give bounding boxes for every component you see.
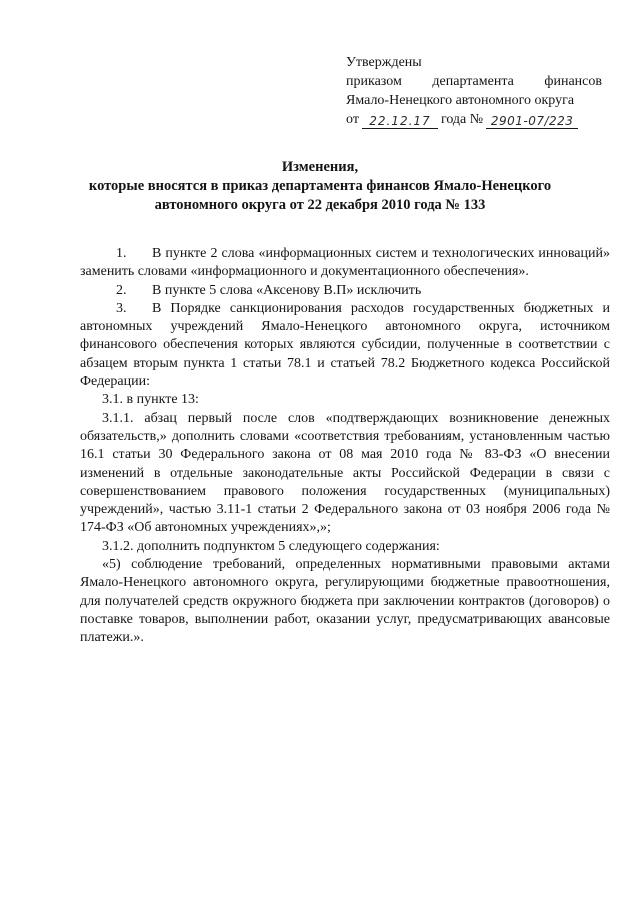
item-text: В пункте 2 слова «информационных систем и технологических инноваций» заменить словами «информационного и документационного обеспечения». [80,246,610,280]
document-title [40,158,600,215]
item-text: В Порядке санкционирования расходов государственных бюджетных и автономных учреждений Ямало-Ненецкого автономного округа, источником финансового обеспечения которых являются субсидии, полученные в соответствии с абзацем вторым пункта 1 статьи 78.1 и статьей 78.2 Бюджетного кодекса Российской Федерации: [80,300,610,390]
list-item [80,282,610,300]
approval-region-line: Ямало-Ненецкого автономного округа [346,93,575,108]
approval-department-word: департамента [432,74,514,89]
approval-date-line [346,110,602,129]
list-item [80,245,610,282]
approval-stamp [346,53,602,129]
subitem-3-1: 3.1. в пункте 13: [102,392,199,408]
subitem-3-1-1: 3.1.1. абзац первый после слов «подтверждающих возникновение денежных обязательств,» дополнить словами «соответствия требованиям, установленным частью 16.1 статьи 30 Федерального закона от 08 мая 2010 года № 83-ФЗ «О внесении изменений в отдельные законодательные акты Российской Федерации в связи с совершенствованием правового положения государственных (муниципальных) учреждений», частью 3.11-1 статьи 2 Федерального закона от 03 ноября 2006 года № 174-ФЗ «Об автономных учреждениях»,»; [80,410,610,536]
title-line-1: Изменения, [281,159,359,175]
approval-finance-word: финансов [544,74,602,89]
title-line-2: которые вносятся в приказ департамента финансов Ямало-Ненецкого [88,178,552,194]
approval-date-prefix: от [346,112,359,127]
list-item [80,300,610,391]
approval-year-word: года № [440,112,484,127]
document-body [80,245,610,648]
subitem-quote: «5) соблюдение требований, определенных нормативными правовыми актами Ямало-Ненецкого автономного округа, регулирующими бюджетные правоотношения, для получателей средств окружного бюджета при заключении контрактов (договоров) о поставке товаров, выполнении работ, оказании услуг, предусматривающих авансовые платежи.». [80,557,610,646]
subitem-3-1-2: 3.1.2. дополнить подпунктом 5 следующего содержания: [102,538,440,554]
title-line-3: автономного округа от 22 декабря 2010 года № 133 [154,197,486,213]
approval-order-word: приказом [346,74,402,89]
item-text: В пункте 5 слова «Аксенову В.П» исключить [152,282,422,298]
item-number: 2. [116,282,127,298]
approval-order-line [346,72,602,91]
handwritten-order-number: 2901-07/223 [486,114,578,129]
handwritten-date: 22.12.17 [362,114,438,129]
approval-heading: Утверждены [346,55,422,70]
item-number: 3. [116,300,127,316]
item-number: 1. [116,246,127,261]
